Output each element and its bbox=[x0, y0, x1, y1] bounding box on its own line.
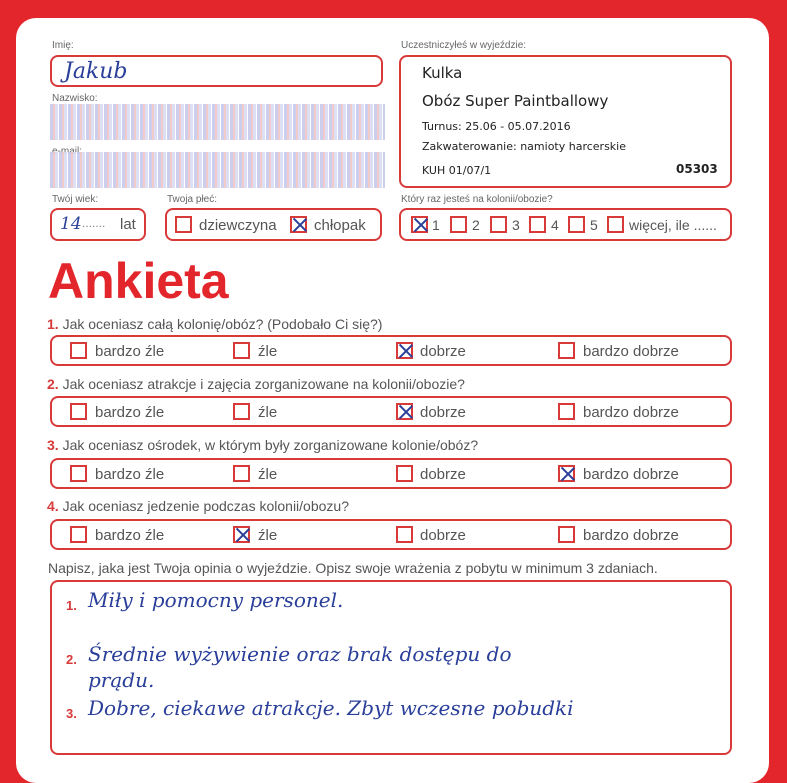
email-redacted bbox=[50, 152, 385, 188]
q2-label-bardzo-dobrze: bardzo dobrze bbox=[583, 404, 679, 421]
q4-label-bardzo-dobrze: bardzo dobrze bbox=[583, 527, 679, 544]
times-checkbox-3[interactable] bbox=[490, 216, 507, 233]
times-checkbox-2[interactable] bbox=[450, 216, 467, 233]
q3-checkbox-zle[interactable] bbox=[233, 465, 250, 482]
q2-label-bardzo-zle: bardzo źle bbox=[95, 404, 165, 421]
times-option-2: 2 bbox=[472, 217, 480, 233]
q1-label-dobrze: dobrze bbox=[420, 343, 466, 360]
q3-checkbox-bardzo-zle[interactable] bbox=[70, 465, 87, 482]
age-unit: lat bbox=[120, 216, 136, 233]
answer-3-num: 3. bbox=[66, 706, 77, 721]
times-checkbox-more[interactable] bbox=[607, 216, 624, 233]
q3-checkbox-dobrze[interactable] bbox=[396, 465, 413, 482]
name-field[interactable] bbox=[50, 55, 383, 87]
times-label: Który raz jesteś na kolonii/obozie? bbox=[401, 194, 553, 205]
camp-number: 05303 bbox=[676, 162, 718, 176]
times-option-3: 3 bbox=[512, 217, 520, 233]
q3-label-bardzo-dobrze: bardzo dobrze bbox=[583, 466, 679, 483]
times-option-5: 5 bbox=[590, 217, 598, 233]
name-value: Jakub bbox=[64, 59, 128, 84]
q1-checkbox-bardzo-dobrze[interactable] bbox=[558, 342, 575, 359]
q1-checkbox-zle[interactable] bbox=[233, 342, 250, 359]
q4-checkbox-zle[interactable] bbox=[233, 526, 250, 543]
question-2: 2. Jak oceniasz atrakcje i zajęcia zorganizowane na kolonii/obozie? bbox=[47, 376, 465, 392]
survey-title: Ankieta bbox=[48, 253, 229, 309]
q1-checkbox-dobrze[interactable] bbox=[396, 342, 413, 359]
q3-label-zle: źle bbox=[258, 466, 278, 483]
q3-checkbox-bardzo-dobrze[interactable] bbox=[558, 465, 575, 482]
q1-label-bardzo-zle: bardzo źle bbox=[95, 343, 165, 360]
answer-1-num: 1. bbox=[66, 598, 77, 613]
camp-title: Obóz Super Paintballowy bbox=[422, 92, 609, 110]
answer-1-text: Miły i pomocny personel. bbox=[88, 588, 344, 612]
gender-male-checkbox[interactable] bbox=[290, 216, 307, 233]
answer-3-text: Dobre, ciekawe atrakcje. Zbyt wczesne pobudki bbox=[88, 696, 574, 720]
answer-2-continued: prądu. bbox=[88, 668, 155, 692]
participant-label: Uczestniczyłeś w wyjeździe: bbox=[401, 40, 527, 51]
age-dots: ....... bbox=[82, 216, 106, 230]
gender-male-label: chłopak bbox=[314, 217, 366, 234]
camp-name: Kulka bbox=[422, 64, 463, 82]
question-1: 1. Jak oceniasz całą kolonię/obóz? (Podobało Ci się?) bbox=[47, 316, 383, 332]
gender-female-checkbox[interactable] bbox=[175, 216, 192, 233]
q4-label-zle: źle bbox=[258, 527, 278, 544]
name-label: Imię: bbox=[52, 40, 74, 51]
times-checkbox-4[interactable] bbox=[529, 216, 546, 233]
times-checkbox-5[interactable] bbox=[568, 216, 585, 233]
q2-label-zle: źle bbox=[258, 404, 278, 421]
q2-label-dobrze: dobrze bbox=[420, 404, 466, 421]
surname-label: Nazwisko: bbox=[52, 93, 98, 104]
q4-label-dobrze: dobrze bbox=[420, 527, 466, 544]
q4-checkbox-bardzo-dobrze[interactable] bbox=[558, 526, 575, 543]
age-label: Twój wiek: bbox=[52, 194, 99, 205]
times-option-more: więcej, ile ...... bbox=[629, 217, 717, 233]
age-field[interactable] bbox=[50, 208, 146, 241]
answer-2-text: Średnie wyżywienie oraz brak dostępu do bbox=[88, 642, 512, 666]
question-3: 3. Jak oceniasz ośrodek, w którym były zorganizowane kolonie/obóz? bbox=[47, 437, 479, 453]
camp-code: KUH 01/07/1 bbox=[422, 164, 492, 177]
q3-label-dobrze: dobrze bbox=[420, 466, 466, 483]
answer-2-num: 2. bbox=[66, 652, 77, 667]
gender-label: Twoja płeć: bbox=[167, 194, 218, 205]
q2-checkbox-zle[interactable] bbox=[233, 403, 250, 420]
q4-label-bardzo-zle: bardzo źle bbox=[95, 527, 165, 544]
times-checkbox-1[interactable] bbox=[411, 216, 428, 233]
q2-checkbox-dobrze[interactable] bbox=[396, 403, 413, 420]
question-4: 4. Jak oceniasz jedzenie podczas kolonii/obozu? bbox=[47, 498, 349, 514]
q4-checkbox-dobrze[interactable] bbox=[396, 526, 413, 543]
surname-redacted bbox=[50, 104, 385, 140]
q4-checkbox-bardzo-zle[interactable] bbox=[70, 526, 87, 543]
q1-checkbox-bardzo-zle[interactable] bbox=[70, 342, 87, 359]
q3-label-bardzo-zle: bardzo źle bbox=[95, 466, 165, 483]
q2-checkbox-bardzo-dobrze[interactable] bbox=[558, 403, 575, 420]
q1-label-bardzo-dobrze: bardzo dobrze bbox=[583, 343, 679, 360]
camp-accommodation: Zakwaterowanie: namioty harcerskie bbox=[422, 140, 626, 153]
q1-label-zle: źle bbox=[258, 343, 278, 360]
opinion-prompt: Napisz, jaka jest Twoja opinia o wyjeździe. Opisz swoje wrażenia z pobytu w minimum 3 zdaniach. bbox=[48, 560, 658, 576]
times-option-4: 4 bbox=[551, 217, 559, 233]
gender-female-label: dziewczyna bbox=[199, 217, 277, 234]
camp-turnus: Turnus: 25.06 - 05.07.2016 bbox=[422, 120, 571, 133]
age-value: 14 bbox=[60, 214, 82, 234]
q2-checkbox-bardzo-zle[interactable] bbox=[70, 403, 87, 420]
times-option-1: 1 bbox=[432, 217, 440, 233]
